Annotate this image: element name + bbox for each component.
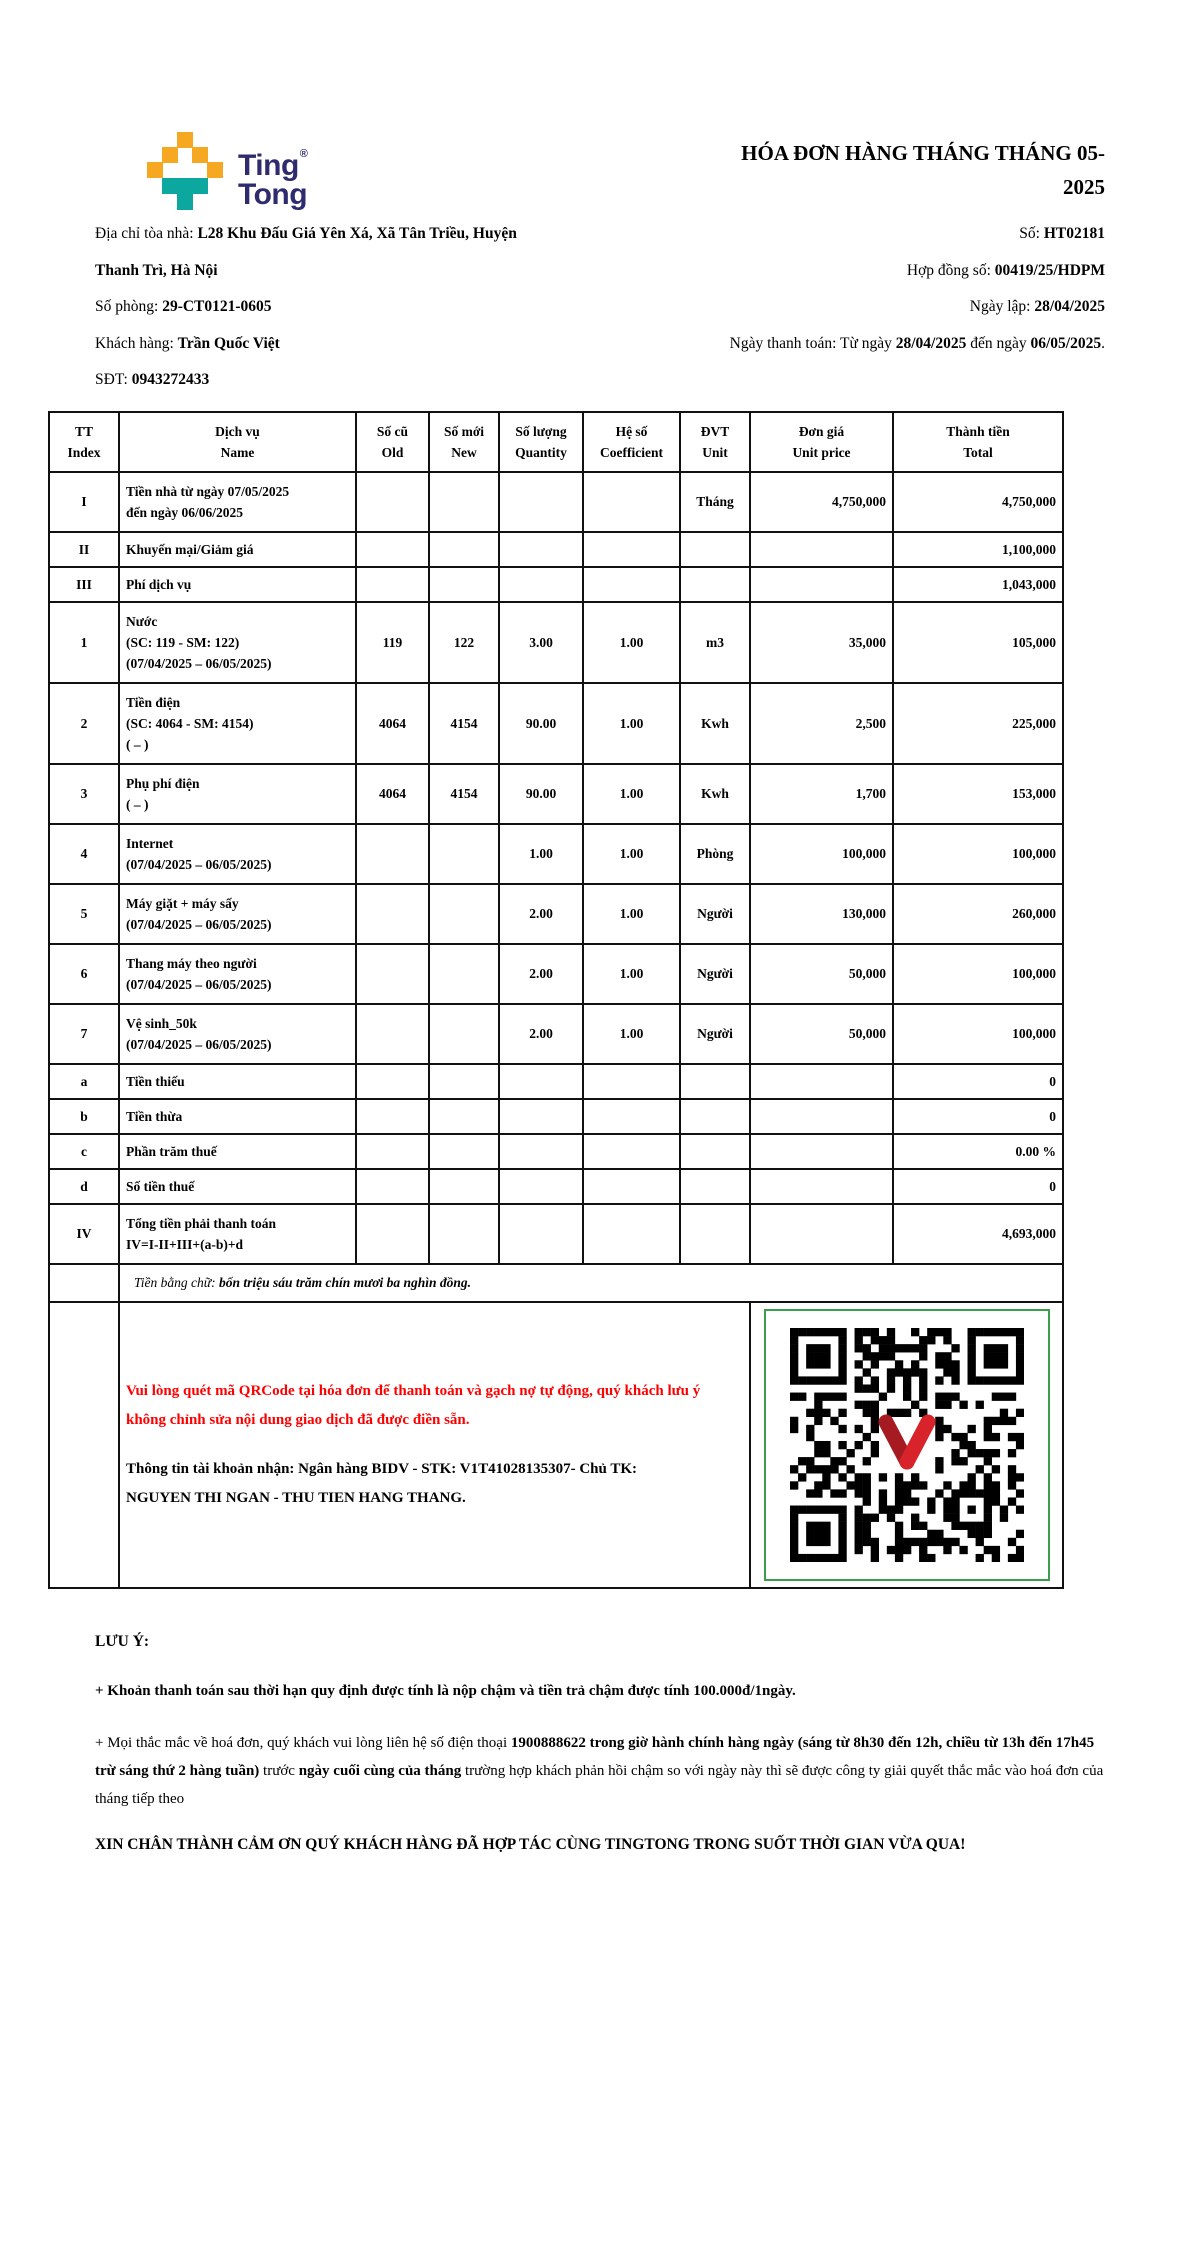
cell-quantity xyxy=(499,532,583,567)
cell-name: Tiền thừa xyxy=(119,1099,356,1134)
cell-index: II xyxy=(49,532,119,567)
cell-coefficient: 1.00 xyxy=(583,764,680,824)
col-header-unit-price: Đơn giá Unit price xyxy=(750,412,893,472)
cell-index: a xyxy=(49,1064,119,1099)
building-address-line1: Địa chỉ tòa nhà: L28 Khu Đấu Giá Yên Xá, Xã Tân Triều, Huyện xyxy=(95,225,517,242)
room-number: Số phòng: 29-CT0121-0605 xyxy=(95,298,272,315)
notes-heading: LƯU Ý: xyxy=(95,1633,150,1650)
col-header-coefficient: Hệ số Coefficient xyxy=(583,412,680,472)
cell-new xyxy=(429,1064,499,1099)
cell-index: I xyxy=(49,472,119,532)
cell-unit xyxy=(680,532,750,567)
cell-total: 153,000 xyxy=(893,764,1063,824)
cell-quantity: 3.00 xyxy=(499,602,583,683)
invoice-table-header xyxy=(49,412,1063,472)
header-row xyxy=(49,412,1063,472)
table-row xyxy=(49,602,1063,683)
cell-quantity: 1.00 xyxy=(499,824,583,884)
cell-old xyxy=(356,824,429,884)
invoice-meta xyxy=(730,216,1105,362)
cell-total: 100,000 xyxy=(893,1004,1063,1064)
cell-total: 260,000 xyxy=(893,884,1063,944)
cell-quantity: 2.00 xyxy=(499,1004,583,1064)
invoice-notes xyxy=(95,1633,1108,1859)
amount-in-words: Tiền bằng chữ: bốn triệu sáu trăm chín mươi ba nghìn đồng. xyxy=(119,1264,1063,1302)
cell-index xyxy=(49,1302,119,1588)
cell-name: Khuyến mại/Giảm giá xyxy=(119,532,356,567)
cell-old: 4064 xyxy=(356,683,429,764)
cell-name: Tiền điện (SC: 4064 - SM: 4154) ( – ) xyxy=(119,683,356,764)
bank-account-info: Thông tin tài khoản nhận: Ngân hàng BIDV - STK: V1T41028135307- Chủ TK: NGUYEN THI NGAN - THU TIEN HANG THANG. xyxy=(126,1461,638,1506)
invoice-table xyxy=(48,411,1064,1589)
tingtong-logo-text: Ting® Tong xyxy=(238,148,308,211)
cell-total: 0 xyxy=(893,1099,1063,1134)
cell-unit-price: 2,500 xyxy=(750,683,893,764)
cell-coefficient: 1.00 xyxy=(583,884,680,944)
cell-new xyxy=(429,824,499,884)
cell-coefficient xyxy=(583,532,680,567)
contract-number: Hợp đồng số: 00419/25/HDPM xyxy=(906,261,1105,279)
cell-index: 3 xyxy=(49,764,119,824)
cell-new xyxy=(429,884,499,944)
cell-total: 225,000 xyxy=(893,683,1063,764)
col-header-name: Dịch vụ Name xyxy=(119,412,356,472)
table-row xyxy=(49,764,1063,824)
payment-qr-code xyxy=(764,1309,1050,1581)
cell-name: Thang máy theo người (07/04/2025 – 06/05/2025) xyxy=(119,944,356,1004)
cell-coefficient xyxy=(583,1099,680,1134)
cell-total: 1,043,000 xyxy=(893,567,1063,602)
amount-in-words-row xyxy=(49,1264,1063,1302)
cell-new xyxy=(429,1204,499,1264)
customer-name: Khách hàng: Trần Quốc Việt xyxy=(95,334,280,352)
cell-new xyxy=(429,532,499,567)
cell-new: 4154 xyxy=(429,764,499,824)
table-row xyxy=(49,1099,1063,1134)
cell-index: 4 xyxy=(49,824,119,884)
cell-unit xyxy=(680,567,750,602)
tingtong-logo-icon xyxy=(147,132,222,210)
cell-unit-price: 50,000 xyxy=(750,1004,893,1064)
cell-coefficient xyxy=(583,1134,680,1169)
col-header-index: TT Index xyxy=(49,412,119,472)
cell-unit-price xyxy=(750,567,893,602)
cell-index: 1 xyxy=(49,602,119,683)
cell-old xyxy=(356,1134,429,1169)
table-row xyxy=(49,472,1063,532)
registered-mark-icon: ® xyxy=(299,148,308,160)
cell-new xyxy=(429,1169,499,1204)
payment-period: Ngày thanh toán: Từ ngày 28/04/2025 đến ngày 06/05/2025. xyxy=(729,334,1105,352)
col-header-quantity: Số lượng Quantity xyxy=(499,412,583,472)
cell-unit: Kwh xyxy=(680,764,750,824)
cell-unit-price: 50,000 xyxy=(750,944,893,1004)
note-hotline: + Mọi thắc mắc về hoá đơn, quý khách vui lòng liên hệ số điện thoại 1900888622 trong giờ hành chính hàng ngày (sáng từ 8h30 đến 12h, chiều từ 13h đến 17h45 trừ sáng thứ 2 hàng tuần) trước ngày cuối cùng của tháng trường hợp khách phản hồi chậm so với ngày này thì sẽ được công ty giải quyết thắc mắc vào hoá đơn của tháng tiếp theo xyxy=(95,1735,1104,1807)
cell-unit-price xyxy=(750,532,893,567)
cell-name: Phần trăm thuế xyxy=(119,1134,356,1169)
col-header-unit: ĐVT Unit xyxy=(680,412,750,472)
cell-unit xyxy=(680,1169,750,1204)
issue-date: Ngày lập: 28/04/2025 xyxy=(969,298,1105,315)
cell-old xyxy=(356,944,429,1004)
col-header-new: Số mới New xyxy=(429,412,499,472)
col-header-old: Số cũ Old xyxy=(356,412,429,472)
cell-index: d xyxy=(49,1169,119,1204)
cell-unit-price xyxy=(750,1204,893,1264)
cell-unit-price: 130,000 xyxy=(750,884,893,944)
table-row xyxy=(49,1134,1063,1169)
cell-total: 0 xyxy=(893,1169,1063,1204)
cell-name: Internet (07/04/2025 – 06/05/2025) xyxy=(119,824,356,884)
table-row xyxy=(49,1004,1063,1064)
cell-unit: m3 xyxy=(680,602,750,683)
table-row xyxy=(49,567,1063,602)
cell-unit: Người xyxy=(680,884,750,944)
cell-name: Phụ phí điện ( – ) xyxy=(119,764,356,824)
cell-index xyxy=(49,1264,119,1302)
cell-total: 4,693,000 xyxy=(893,1204,1063,1264)
cell-name: Nước (SC: 119 - SM: 122) (07/04/2025 – 06/05/2025) xyxy=(119,602,356,683)
cell-old xyxy=(356,1004,429,1064)
cell-unit: Phòng xyxy=(680,824,750,884)
cell-old xyxy=(356,884,429,944)
cell-index: 7 xyxy=(49,1004,119,1064)
cell-quantity xyxy=(499,1169,583,1204)
cell-coefficient: 1.00 xyxy=(583,824,680,884)
cell-quantity: 2.00 xyxy=(499,944,583,1004)
cell-quantity xyxy=(499,1204,583,1264)
cell-old xyxy=(356,472,429,532)
cell-unit-price: 4,750,000 xyxy=(750,472,893,532)
table-row xyxy=(49,532,1063,567)
cell-total: 4,750,000 xyxy=(893,472,1063,532)
table-row xyxy=(49,1204,1063,1264)
cell-unit: Kwh xyxy=(680,683,750,764)
invoice-header xyxy=(95,0,1105,211)
cell-new xyxy=(429,1004,499,1064)
cell-index: IV xyxy=(49,1204,119,1264)
cell-new: 122 xyxy=(429,602,499,683)
qr-code-cell xyxy=(750,1302,1063,1588)
table-row xyxy=(49,683,1063,764)
thank-you-note: XIN CHÂN THÀNH CẢM ƠN QUÝ KHÁCH HÀNG ĐÃ HỢP TÁC CÙNG TINGTONG TRONG SUỐT THỜI GIAN VỪA QUA! xyxy=(95,1836,966,1853)
customer-info xyxy=(95,216,670,399)
cell-old: 119 xyxy=(356,602,429,683)
cell-name: Tổng tiền phải thanh toán IV=I-II+III+(a-b)+d xyxy=(119,1204,356,1264)
cell-unit xyxy=(680,1134,750,1169)
cell-quantity xyxy=(499,472,583,532)
table-row xyxy=(49,824,1063,884)
cell-total: 1,100,000 xyxy=(893,532,1063,567)
cell-index: b xyxy=(49,1099,119,1134)
cell-coefficient xyxy=(583,1169,680,1204)
cell-total: 0 xyxy=(893,1064,1063,1099)
cell-quantity: 2.00 xyxy=(499,884,583,944)
cell-new: 4154 xyxy=(429,683,499,764)
cell-old xyxy=(356,1169,429,1204)
table-row xyxy=(49,1169,1063,1204)
cell-unit xyxy=(680,1064,750,1099)
cell-total: 100,000 xyxy=(893,944,1063,1004)
cell-old xyxy=(356,1064,429,1099)
cell-unit-price: 35,000 xyxy=(750,602,893,683)
cell-total: 105,000 xyxy=(893,602,1063,683)
invoice-table-body xyxy=(49,472,1063,1264)
cell-name: Tiền thiếu xyxy=(119,1064,356,1099)
col-header-total: Thành tiền Total xyxy=(893,412,1063,472)
cell-total: 0.00 % xyxy=(893,1134,1063,1169)
cell-coefficient xyxy=(583,472,680,532)
cell-unit: Người xyxy=(680,1004,750,1064)
cell-coefficient: 1.00 xyxy=(583,602,680,683)
cell-unit-price: 100,000 xyxy=(750,824,893,884)
cell-new xyxy=(429,944,499,1004)
cell-name: Tiền nhà từ ngày 07/05/2025 đến ngày 06/06/2025 xyxy=(119,472,356,532)
cell-quantity: 90.00 xyxy=(499,764,583,824)
cell-old: 4064 xyxy=(356,764,429,824)
cell-name: Phí dịch vụ xyxy=(119,567,356,602)
table-row xyxy=(49,1064,1063,1099)
cell-unit-price xyxy=(750,1099,893,1134)
cell-quantity xyxy=(499,1134,583,1169)
cell-index: c xyxy=(49,1134,119,1169)
qr-code-icon xyxy=(790,1328,1024,1562)
cell-name: Vệ sinh_50k (07/04/2025 – 06/05/2025) xyxy=(119,1004,356,1064)
cell-unit xyxy=(680,1099,750,1134)
cell-new xyxy=(429,1134,499,1169)
note-late-payment: + Khoản thanh toán sau thời hạn quy định được tính là nộp chậm và tiền trả chậm được tính 100.000đ/1ngày. xyxy=(95,1683,796,1699)
cell-total: 100,000 xyxy=(893,824,1063,884)
cell-unit xyxy=(680,1204,750,1264)
invoice-info xyxy=(95,216,1105,401)
invoice-table-footer xyxy=(49,1264,1063,1588)
customer-phone: SĐT: 0943272433 xyxy=(95,371,210,388)
cell-unit-price xyxy=(750,1064,893,1099)
cell-index: III xyxy=(49,567,119,602)
invoice-title: HÓA ĐƠN HÀNG THÁNG THÁNG 05- 2025 xyxy=(741,141,1105,199)
cell-name: Máy giặt + máy sấy (07/04/2025 – 06/05/2025) xyxy=(119,884,356,944)
payment-instructions-cell xyxy=(119,1302,750,1588)
cell-index: 2 xyxy=(49,683,119,764)
table-row xyxy=(49,944,1063,1004)
cell-unit: Người xyxy=(680,944,750,1004)
cell-index: 6 xyxy=(49,944,119,1004)
cell-coefficient: 1.00 xyxy=(583,944,680,1004)
cell-old xyxy=(356,1204,429,1264)
cell-quantity: 90.00 xyxy=(499,683,583,764)
cell-old xyxy=(356,1099,429,1134)
cell-new xyxy=(429,472,499,532)
cell-coefficient: 1.00 xyxy=(583,1004,680,1064)
cell-index: 5 xyxy=(49,884,119,944)
cell-old xyxy=(356,532,429,567)
cell-unit-price: 1,700 xyxy=(750,764,893,824)
table-row xyxy=(49,884,1063,944)
cell-coefficient xyxy=(583,1204,680,1264)
cell-quantity xyxy=(499,1064,583,1099)
cell-unit: Tháng xyxy=(680,472,750,532)
cell-name: Số tiền thuế xyxy=(119,1169,356,1204)
cell-quantity xyxy=(499,1099,583,1134)
cell-old xyxy=(356,567,429,602)
cell-coefficient xyxy=(583,1064,680,1099)
tingtong-logo xyxy=(147,132,307,210)
cell-unit-price xyxy=(750,1169,893,1204)
cell-new xyxy=(429,1099,499,1134)
cell-coefficient xyxy=(583,567,680,602)
building-address-line2: Thanh Trì, Hà Nội xyxy=(95,261,218,279)
qr-payment-notice: Vui lòng quét mã QRCode tại hóa đơn để thanh toán và gạch nợ tự động, quý khách lưu ý không chỉnh sửa nội dung giao dịch đã được điền sẵn. xyxy=(126,1383,701,1428)
cell-unit-price xyxy=(750,1134,893,1169)
invoice-number: Số: HT02181 xyxy=(1019,225,1105,242)
cell-quantity xyxy=(499,567,583,602)
cell-new xyxy=(429,567,499,602)
cell-coefficient: 1.00 xyxy=(583,683,680,764)
qr-row xyxy=(49,1302,1063,1588)
